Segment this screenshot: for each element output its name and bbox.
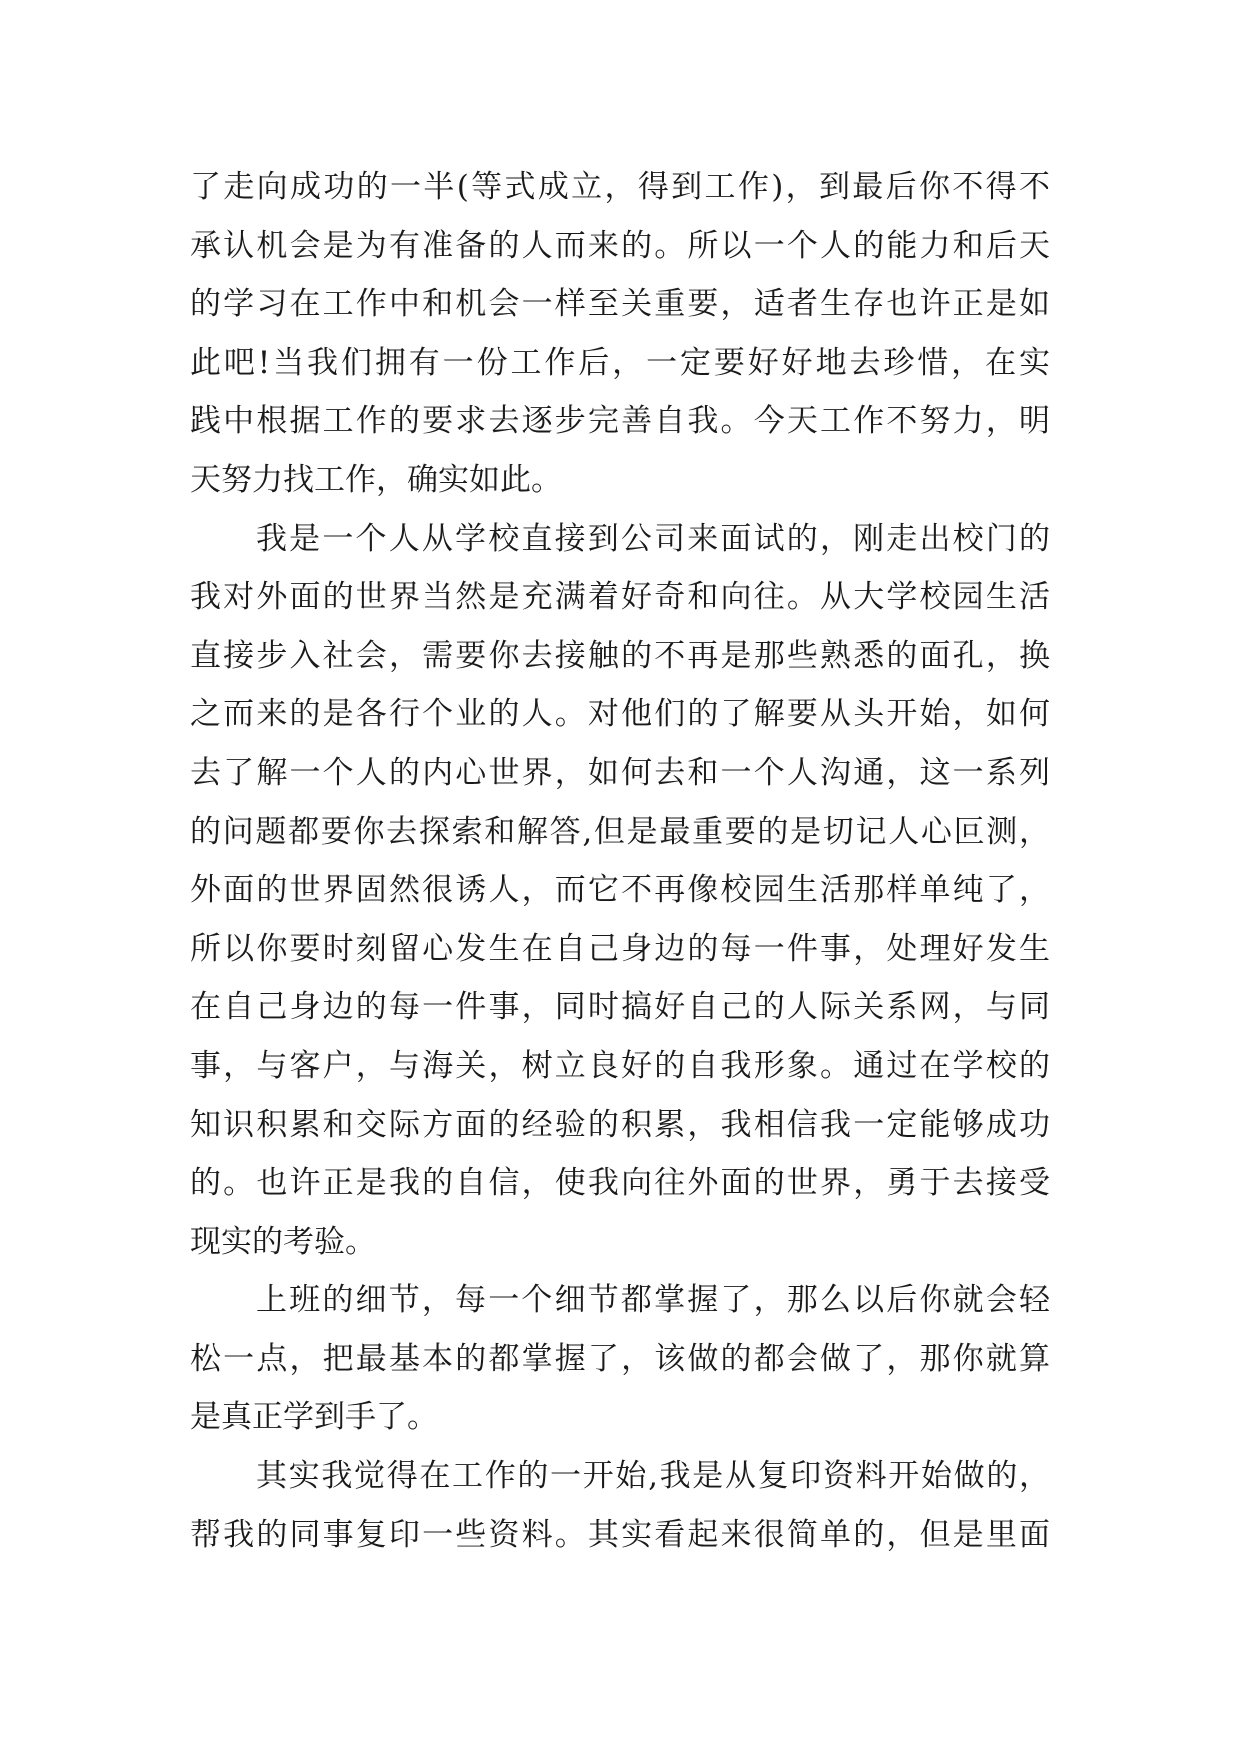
paragraph bbox=[190, 158, 1050, 510]
text-line: 之而来的是各行个业的人。对他们的了解要从头开始，如何 bbox=[190, 696, 1050, 733]
paragraph bbox=[190, 510, 1050, 1272]
text-line: 是真正学到手了。 bbox=[190, 1399, 438, 1436]
text-line: 的问题都要你去探索和解答,但是最重要的是切记人心叵测， bbox=[190, 813, 1050, 850]
text-line: 的学习在工作中和机会一样至关重要，适者生存也许正是如 bbox=[190, 286, 1050, 323]
text-line: 天努力找工作，确实如此。 bbox=[190, 461, 562, 498]
text-line: 我对外面的世界当然是充满着好奇和向往。从大学校园生活 bbox=[190, 579, 1050, 616]
text-line: 承认机会是为有准备的人而来的。所以一个人的能力和后天 bbox=[190, 227, 1050, 264]
text-line: 的。也许正是我的自信，使我向往外面的世界，勇于去接受 bbox=[190, 1165, 1050, 1202]
text-line: 松一点，把最基本的都掌握了，该做的都会做了，那你就算 bbox=[190, 1340, 1050, 1377]
text-line: 去了解一个人的内心世界，如何去和一个人沟通，这一系列 bbox=[190, 754, 1050, 791]
text-line: 了走向成功的一半(等式成立，得到工作)，到最后你不得不 bbox=[190, 169, 1050, 205]
text-line: 外面的世界固然很诱人，而它不再像校园生活那样单纯了， bbox=[190, 872, 1050, 909]
document-body bbox=[190, 158, 1050, 1564]
text-line: 我是一个人从学校直接到公司来面试的，刚走出校门的 bbox=[256, 520, 1050, 557]
text-line: 在自己身边的每一件事，同时搞好自己的人际关系网，与同 bbox=[190, 989, 1050, 1026]
text-line: 知识积累和交际方面的经验的积累，我相信我一定能够成功 bbox=[190, 1106, 1050, 1143]
text-line: 上班的细节，每一个细节都掌握了，那么以后你就会轻 bbox=[256, 1282, 1050, 1319]
text-line: 事，与客户，与海关，树立良好的自我形象。通过在学校的 bbox=[190, 1047, 1050, 1084]
text-line: 帮我的同事复印一些资料。其实看起来很简单的，但是里面 bbox=[190, 1516, 1050, 1553]
text-line: 直接步入社会，需要你去接触的不再是那些熟悉的面孔，换 bbox=[190, 637, 1050, 674]
text-line: 现实的考验。 bbox=[190, 1223, 376, 1260]
text-line: 所以你要时刻留心发生在自己身边的每一件事，处理好发生 bbox=[190, 930, 1050, 967]
text-line: 其实我觉得在工作的一开始,我是从复印资料开始做的， bbox=[256, 1458, 1050, 1495]
paragraph bbox=[190, 1271, 1050, 1447]
paragraph bbox=[190, 1447, 1050, 1564]
text-line: 践中根据工作的要求去逐步完善自我。今天工作不努力，明 bbox=[190, 403, 1050, 440]
text-line: 此吧!当我们拥有一份工作后，一定要好好地去珍惜，在实 bbox=[190, 344, 1050, 381]
